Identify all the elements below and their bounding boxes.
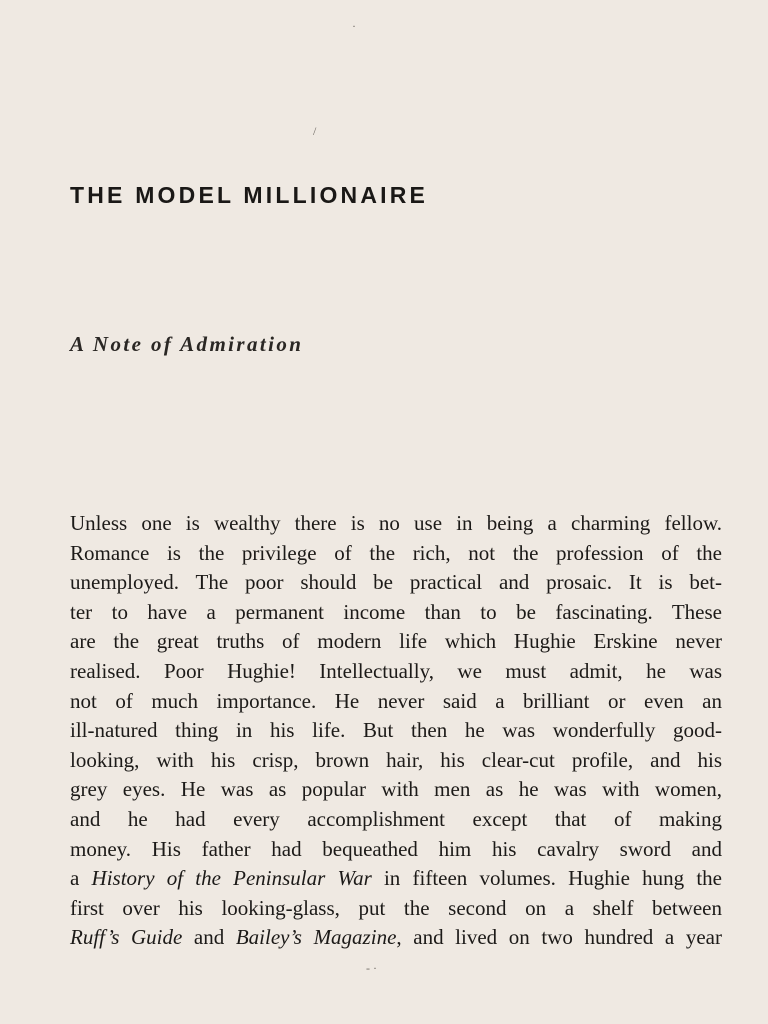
body-text-run: looking, with his crisp, brown hair, his clear-cut profile, and his	[70, 747, 722, 772]
page-speck-top: ·	[352, 19, 356, 33]
body-line	[70, 716, 722, 746]
body-text-run: Unless one is wealthy there is no use in being a charming fellow.	[70, 511, 722, 535]
body-line	[70, 746, 722, 776]
body-line	[70, 568, 722, 598]
body-text-run: realised. Poor Hughie! Intellectually, we must admit, he was	[70, 658, 722, 683]
body-text-run: not of much importance. He never said a brilliant or even an	[70, 688, 722, 713]
body-line	[70, 775, 722, 805]
body-line	[70, 627, 722, 657]
body-line	[70, 539, 722, 569]
body-text-run: unemployed. The poor should be practical and prosaic. It is bet-	[70, 570, 722, 595]
body-text-run: are the great truths of modern life which Hughie Erskine never	[70, 629, 722, 654]
body-line	[70, 687, 722, 717]
body-text-run: first over his looking-glass, put the second on a shelf between	[70, 895, 722, 920]
body-text-run: a	[70, 866, 92, 891]
chapter-title: THE MODEL MILLIONAIRE	[70, 182, 429, 208]
body-text-run: , and lived on two hundred a year	[396, 925, 722, 950]
italic-title-text: History of the Peninsular War	[91, 866, 372, 891]
italic-title-text: Ruff’s Guide	[70, 925, 183, 950]
body-line	[70, 923, 722, 953]
body-text-run: money. His father had bequeathed him his cavalry sword and	[70, 836, 722, 861]
body-text-run: ter to have a permanent income than to be fascinating. These	[70, 599, 722, 624]
page-speck-mark: /	[313, 124, 317, 138]
body-line	[70, 864, 722, 894]
body-line	[70, 835, 722, 865]
body-paragraph	[70, 509, 722, 953]
chapter-subtitle: A Note of Admiration	[70, 332, 304, 356]
body-text-run: and	[182, 925, 236, 950]
body-line	[70, 657, 722, 687]
italic-title-text: Bailey’s Magazine	[235, 925, 397, 950]
body-text-run: grey eyes. He was as popular with men as he was with women,	[70, 777, 722, 802]
body-line	[70, 509, 722, 539]
body-line	[70, 894, 722, 924]
body-line	[70, 805, 722, 835]
body-text-run: ill-natured thing in his life. But then he was wonderfully good-	[70, 718, 722, 743]
body-line	[70, 598, 722, 628]
page-speck-bottom: - ·	[366, 961, 377, 975]
body-text-run: Romance is the privilege of the rich, not the profession of the	[70, 540, 722, 565]
body-text-run: and he had every accomplishment except that of making	[70, 806, 722, 831]
body-text-run: in fifteen volumes. Hughie hung the	[371, 866, 722, 891]
